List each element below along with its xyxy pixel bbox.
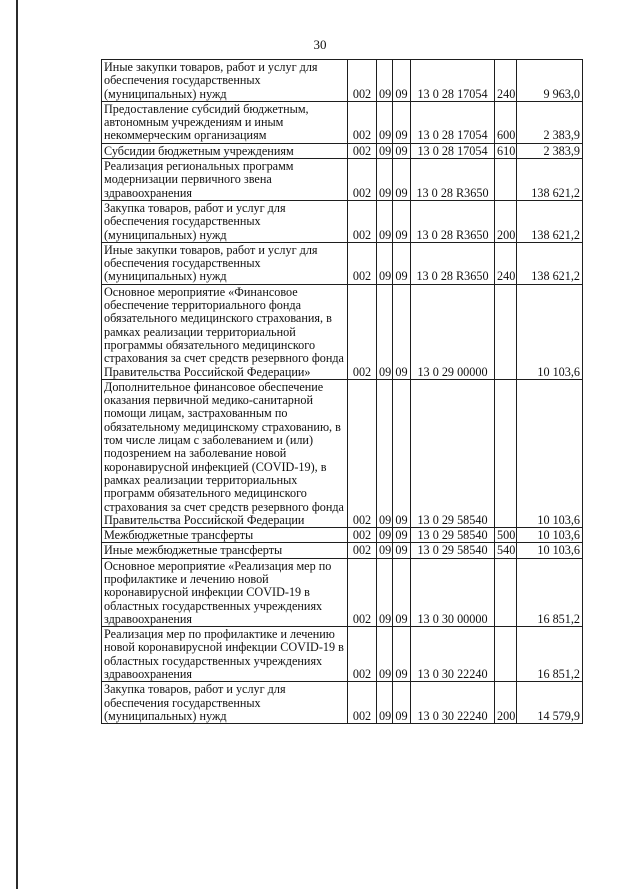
table-row	[102, 558, 583, 626]
amount: 10 103,6	[517, 543, 583, 558]
row-name: Закупка товаров, работ и услуг для обеспечения государственных (муниципальных) нужд	[102, 200, 348, 242]
budget-table-body	[102, 60, 583, 724]
section-code: 09	[377, 627, 393, 682]
program-code: 13 0 29 58540	[411, 528, 495, 543]
subsection-code: 09	[393, 200, 411, 242]
subsection-code: 09	[393, 143, 411, 158]
program-code: 13 0 28 17054	[411, 60, 495, 102]
program-code: 13 0 29 00000	[411, 284, 495, 379]
expense-type-code: 610	[495, 143, 517, 158]
table-row	[102, 143, 583, 158]
program-code: 13 0 30 22240	[411, 682, 495, 724]
ministry-code: 002	[348, 379, 377, 527]
ministry-code: 002	[348, 528, 377, 543]
expense-type-code: 500	[495, 528, 517, 543]
subsection-code: 09	[393, 558, 411, 626]
table-row	[102, 528, 583, 543]
amount: 10 103,6	[517, 528, 583, 543]
program-code: 13 0 28 17054	[411, 101, 495, 143]
ministry-code: 002	[348, 60, 377, 102]
subsection-code: 09	[393, 101, 411, 143]
section-code: 09	[377, 242, 393, 284]
page-number: 30	[313, 37, 327, 52]
program-code: 13 0 28 R3650	[411, 242, 495, 284]
table-row	[102, 60, 583, 102]
subsection-code: 09	[393, 627, 411, 682]
amount: 2 383,9	[517, 143, 583, 158]
expense-type-code: 240	[495, 242, 517, 284]
table-row	[102, 242, 583, 284]
row-name: Закупка товаров, работ и услуг для обеспечения государственных (муниципальных) нужд	[102, 682, 348, 724]
subsection-code: 09	[393, 379, 411, 527]
budget-table	[101, 59, 583, 724]
table-row	[102, 284, 583, 379]
section-code: 09	[377, 101, 393, 143]
ministry-code: 002	[348, 200, 377, 242]
expense-type-code	[495, 558, 517, 626]
ministry-code: 002	[348, 627, 377, 682]
table-row	[102, 627, 583, 682]
program-code: 13 0 29 58540	[411, 543, 495, 558]
ministry-code: 002	[348, 242, 377, 284]
expense-type-code: 200	[495, 200, 517, 242]
row-name: Основное мероприятие «Финансовое обеспечение территориального фонда обязательного медицинского страхования, в рамках реализации территориальной программы обязательного медицинского страхования за счет средств резервного фонда Правительства Российской Федерации»	[102, 284, 348, 379]
amount: 14 579,9	[517, 682, 583, 724]
table-row	[102, 101, 583, 143]
expense-type-code: 240	[495, 60, 517, 102]
row-name: Иные межбюджетные трансферты	[102, 543, 348, 558]
subsection-code: 09	[393, 284, 411, 379]
section-code: 09	[377, 528, 393, 543]
row-name: Предоставление субсидий бюджетным, автономным учреждениям и иным некоммерческим организациям	[102, 101, 348, 143]
section-code: 09	[377, 159, 393, 201]
table-row	[102, 682, 583, 724]
row-name: Межбюджетные трансферты	[102, 528, 348, 543]
amount: 9 963,0	[517, 60, 583, 102]
expense-type-code	[495, 379, 517, 527]
row-name: Реализация мер по профилактике и лечению новой коронавирусной инфекции COVID-19 в областных государственных учреждениях здравоохранения	[102, 627, 348, 682]
ministry-code: 002	[348, 682, 377, 724]
ministry-code: 002	[348, 543, 377, 558]
expense-type-code	[495, 284, 517, 379]
scan-edge-line	[16, 0, 18, 889]
section-code: 09	[377, 682, 393, 724]
program-code: 13 0 28 R3650	[411, 159, 495, 201]
section-code: 09	[377, 60, 393, 102]
amount: 16 851,2	[517, 558, 583, 626]
amount: 16 851,2	[517, 627, 583, 682]
expense-type-code	[495, 627, 517, 682]
program-code: 13 0 29 58540	[411, 379, 495, 527]
row-name: Основное мероприятие «Реализация мер по профилактике и лечению новой коронавирусной инфекции COVID-19 в областных государственных учреждениях здравоохранения	[102, 558, 348, 626]
expense-type-code	[495, 159, 517, 201]
expense-type-code: 600	[495, 101, 517, 143]
row-name: Дополнительное финансовое обеспечение оказания первичной медико-санитарной помощи лицам, застрахованным по обязательному медицинскому страхованию, в том числе лицам с заболеванием и (или) подозрением на заболевание новой коронавирусной инфекцией (COVID-19), в рамках реализации территориальных программ обязательного медицинского страхования за счет средств резервного фонда Правительства Российской Федерации	[102, 379, 348, 527]
ministry-code: 002	[348, 143, 377, 158]
row-name: Иные закупки товаров, работ и услуг для обеспечения государственных (муниципальных) нужд	[102, 60, 348, 102]
section-code: 09	[377, 543, 393, 558]
subsection-code: 09	[393, 60, 411, 102]
amount: 2 383,9	[517, 101, 583, 143]
section-code: 09	[377, 143, 393, 158]
table-row	[102, 159, 583, 201]
section-code: 09	[377, 558, 393, 626]
ministry-code: 002	[348, 558, 377, 626]
row-name: Субсидии бюджетным учреждениям	[102, 143, 348, 158]
program-code: 13 0 28 17054	[411, 143, 495, 158]
program-code: 13 0 30 00000	[411, 558, 495, 626]
row-name: Иные закупки товаров, работ и услуг для обеспечения государственных (муниципальных) нужд	[102, 242, 348, 284]
section-code: 09	[377, 379, 393, 527]
subsection-code: 09	[393, 682, 411, 724]
subsection-code: 09	[393, 528, 411, 543]
program-code: 13 0 28 R3650	[411, 200, 495, 242]
subsection-code: 09	[393, 159, 411, 201]
amount: 138 621,2	[517, 159, 583, 201]
section-code: 09	[377, 200, 393, 242]
table-row	[102, 379, 583, 527]
subsection-code: 09	[393, 242, 411, 284]
amount: 138 621,2	[517, 242, 583, 284]
expense-type-code: 540	[495, 543, 517, 558]
section-code: 09	[377, 284, 393, 379]
table-row	[102, 543, 583, 558]
table-row	[102, 200, 583, 242]
row-name: Реализация региональных программ модернизации первичного звена здравоохранения	[102, 159, 348, 201]
amount: 138 621,2	[517, 200, 583, 242]
program-code: 13 0 30 22240	[411, 627, 495, 682]
ministry-code: 002	[348, 159, 377, 201]
ministry-code: 002	[348, 101, 377, 143]
subsection-code: 09	[393, 543, 411, 558]
amount: 10 103,6	[517, 284, 583, 379]
expense-type-code: 200	[495, 682, 517, 724]
amount: 10 103,6	[517, 379, 583, 527]
ministry-code: 002	[348, 284, 377, 379]
